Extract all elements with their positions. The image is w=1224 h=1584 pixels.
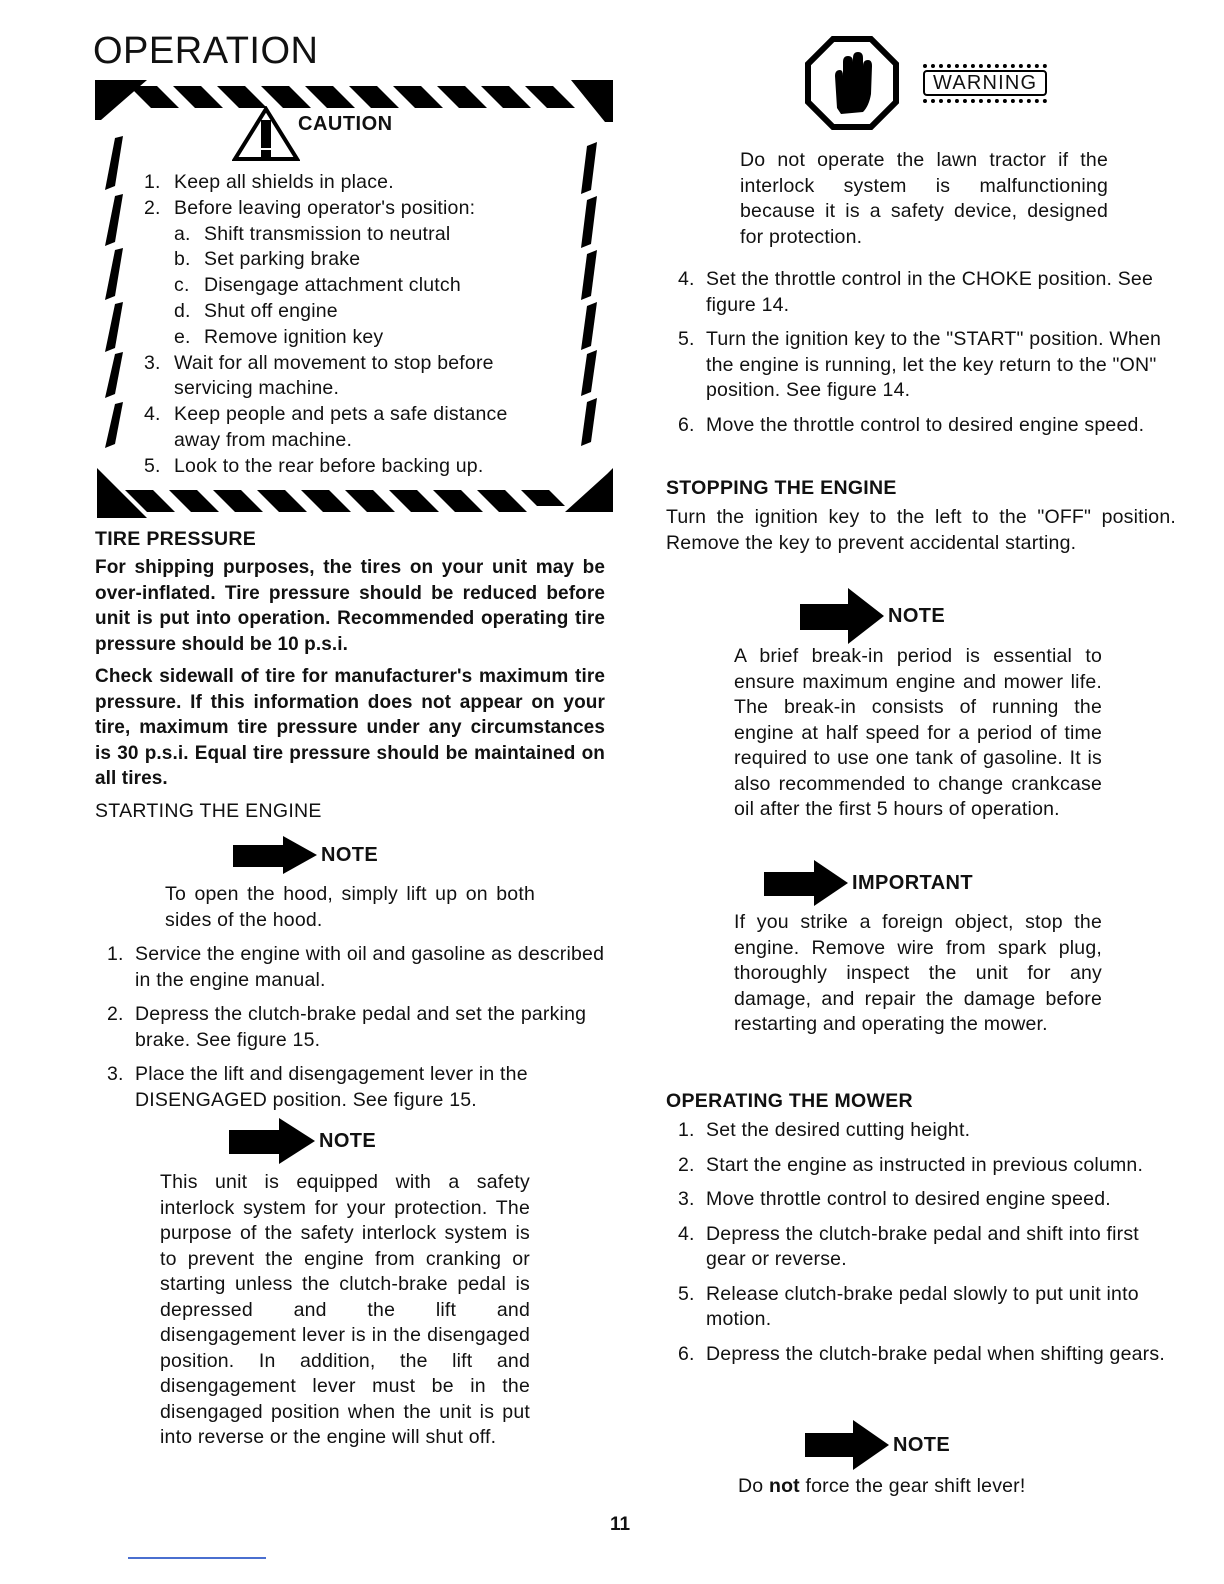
item-number: 4. xyxy=(678,268,695,290)
item-text: Service the engine with oil and gasoline as described in the engine manual. xyxy=(135,943,605,991)
caution-item xyxy=(144,196,508,222)
step-item xyxy=(666,1153,1176,1179)
item-text: Set parking brake xyxy=(204,248,361,271)
item-number: 1. xyxy=(107,943,124,965)
step-item xyxy=(666,1282,1176,1333)
item-number: 2. xyxy=(144,196,161,219)
caution-item xyxy=(144,376,508,402)
stopping-important xyxy=(764,860,973,906)
starting-note1 xyxy=(233,836,378,874)
note-label: NOTE xyxy=(321,843,379,866)
item-text: Depress the clutch-brake pedal when shifting gears. xyxy=(706,1342,1165,1365)
stopping-note-text: A brief break-in period is essential to ensure maximum engine and mower life. The break-in consists of running the engine at half speed for a period of time required to use one tank of gasoline. It is also recommended to change crankcase oil after the first 5 hours of operation. xyxy=(734,645,1102,820)
right-hazard-stripes xyxy=(565,142,613,512)
note-bold: not xyxy=(768,1475,800,1497)
tire-pressure-para2: Check sidewall of tire for manufacturer's maximum tire pressure. If this information does not appear on your tire, maximum tire pressure under any circumstances is 30 p.s.i. Equal tire pressure should be maintained on all tires. xyxy=(95,666,605,789)
item-text: Start the engine as instructed in previous column. xyxy=(706,1153,1144,1176)
note-prefix: Do xyxy=(738,1475,769,1497)
step-item xyxy=(666,1187,1176,1213)
item-text: Shift transmission to neutral xyxy=(204,222,451,245)
stopping-heading: STOPPING THE ENGINE xyxy=(666,477,897,499)
item-text: Depress the clutch-brake pedal and shift into first gear or reverse. xyxy=(706,1222,1139,1270)
note-suffix: force the gear shift lever! xyxy=(799,1475,1026,1497)
item-number: 2. xyxy=(107,1003,124,1025)
item-text: Wait for all movement to stop before xyxy=(174,351,494,374)
item-number: 2. xyxy=(678,1153,695,1176)
arrow-right-icon xyxy=(233,836,317,874)
item-text: Release clutch-brake pedal slowly to put unit into motion. xyxy=(706,1282,1139,1330)
item-number: 3. xyxy=(107,1063,124,1085)
stop-hand-icon xyxy=(805,36,899,130)
item-text: Keep people and pets a safe distance xyxy=(174,403,508,426)
item-text: Turn the ignition key to the "START" position. When the engine is running, let the key return to the "ON" position. See figure 14. xyxy=(706,328,1162,401)
arrow-right-icon xyxy=(800,588,884,644)
caution-item xyxy=(144,402,508,428)
item-text: Move throttle control to desired engine speed. xyxy=(706,1188,1111,1210)
item-text: Shut off engine xyxy=(204,299,338,322)
warning-text: Do not operate the lawn tractor if the interlock system is malfunctioning because it is a safety device, designed for protection. xyxy=(740,149,1108,248)
starting-heading: STARTING THE ENGINE xyxy=(95,800,322,822)
starting-note2 xyxy=(229,1118,376,1164)
stopping-important-text: If you strike a foreign object, stop the engine. Remove wire from spark plug, thoroughly inspect the unit for any damage, and repair the damage before restarting and operating the mower. xyxy=(734,911,1102,1035)
warning-label: WARNING xyxy=(923,70,1047,96)
caution-item xyxy=(144,273,508,299)
page-number: 11 xyxy=(609,1514,631,1535)
warning-header xyxy=(805,36,1053,130)
page-title: OPERATION xyxy=(93,30,319,72)
arrow-right-icon xyxy=(805,1420,889,1470)
item-number: 1. xyxy=(144,171,161,193)
mower-heading: OPERATING THE MOWER xyxy=(666,1090,913,1112)
caution-triangle-icon xyxy=(232,106,300,162)
tire-pressure-heading: TIRE PRESSURE xyxy=(95,528,257,550)
item-number: 4. xyxy=(678,1222,695,1245)
caution-item xyxy=(144,170,508,196)
item-number: c. xyxy=(174,274,190,297)
note-label: NOTE xyxy=(893,1433,951,1456)
important-label: IMPORTANT xyxy=(852,871,973,894)
item-text: Set the desired cutting height. xyxy=(706,1119,971,1141)
caution-label: CAUTION xyxy=(298,113,393,135)
item-number: 6. xyxy=(678,413,695,436)
step-item xyxy=(666,1342,1176,1368)
item-number: 1. xyxy=(678,1119,695,1141)
item-text: Move the throttle control to desired engine speed. xyxy=(706,413,1145,436)
starting-note1-text: To open the hood, simply lift up on both sides of the hood. xyxy=(165,883,535,931)
item-text: Look to the rear before backing up. xyxy=(174,454,484,477)
caution-item xyxy=(144,325,508,351)
step-item xyxy=(95,942,605,993)
tire-pressure-para1: For shipping purposes, the tires on your unit may be over-inflated. Tire pressure should be reduced before unit is put into operation. Recommended operating tire pressure should be 10 p.s.i. xyxy=(95,557,605,655)
footer-rule xyxy=(128,1557,266,1559)
mower-note-text xyxy=(738,1474,1138,1500)
caution-header xyxy=(232,106,393,162)
starting-steps xyxy=(95,942,605,1122)
item-text: Disengage attachment clutch xyxy=(204,274,461,297)
step-item xyxy=(666,327,1176,404)
item-number: 3. xyxy=(144,351,161,374)
stopping-note xyxy=(800,588,945,644)
item-number: b. xyxy=(174,248,191,271)
item-text: Set the throttle control in the CHOKE position. See figure 14. xyxy=(706,268,1154,316)
note-label: NOTE xyxy=(319,1129,377,1152)
warning-banner xyxy=(917,64,1053,103)
item-number: e. xyxy=(174,325,191,348)
caution-item xyxy=(144,351,508,377)
bottom-hazard-stripes xyxy=(125,490,565,512)
item-text: away from machine. xyxy=(174,428,353,451)
item-number: 5. xyxy=(144,454,161,477)
note-label: NOTE xyxy=(888,604,946,627)
item-number: 4. xyxy=(144,403,161,426)
step-item xyxy=(666,413,1176,439)
caution-item xyxy=(144,247,508,273)
caution-item xyxy=(144,454,508,480)
item-number: 5. xyxy=(678,328,695,350)
item-number: 6. xyxy=(678,1342,695,1365)
item-number: 5. xyxy=(678,1282,695,1305)
step-item xyxy=(666,267,1176,318)
starting-note2-text: This unit is equipped with a safety interlock system for your protection. The purpose of the safety interlock system is to prevent the engine from cranking or starting unless the clutch-brake pedal is depressed and the lift and disengagement lever is in the disengaged position. In addition, the lift and disengagement lever must be in the disengaged position when the unit is put into reverse or the engine will shut off. xyxy=(160,1171,530,1448)
step-item xyxy=(95,1002,605,1053)
starting-cont-steps xyxy=(666,267,1176,447)
item-text: Before leaving operator's position: xyxy=(174,196,476,219)
item-number: 3. xyxy=(678,1188,695,1210)
stopping-text: Turn the ignition key to the left to the "OFF" position. Remove the key to prevent accidental starting. xyxy=(666,506,1176,554)
mower-note xyxy=(805,1420,950,1470)
item-text: Remove ignition key xyxy=(204,325,384,348)
left-hazard-stripes xyxy=(97,136,147,518)
item-number: d. xyxy=(174,299,191,322)
caution-item xyxy=(144,299,508,325)
step-item xyxy=(666,1222,1176,1273)
step-item xyxy=(666,1118,1176,1144)
item-text: Keep all shields in place. xyxy=(174,171,394,193)
step-item xyxy=(95,1062,605,1113)
mower-steps xyxy=(666,1118,1176,1376)
item-text: Place the lift and disengagement lever in the DISENGAGED position. See figure 15. xyxy=(135,1063,528,1111)
caution-list xyxy=(144,170,508,480)
caution-item xyxy=(144,428,508,454)
arrow-right-icon xyxy=(764,860,848,906)
item-text: Depress the clutch-brake pedal and set the parking brake. See figure 15. xyxy=(135,1003,587,1051)
arrow-right-icon xyxy=(229,1118,315,1164)
item-number: a. xyxy=(174,222,191,245)
caution-item xyxy=(144,222,508,248)
item-text: servicing machine. xyxy=(174,377,340,400)
